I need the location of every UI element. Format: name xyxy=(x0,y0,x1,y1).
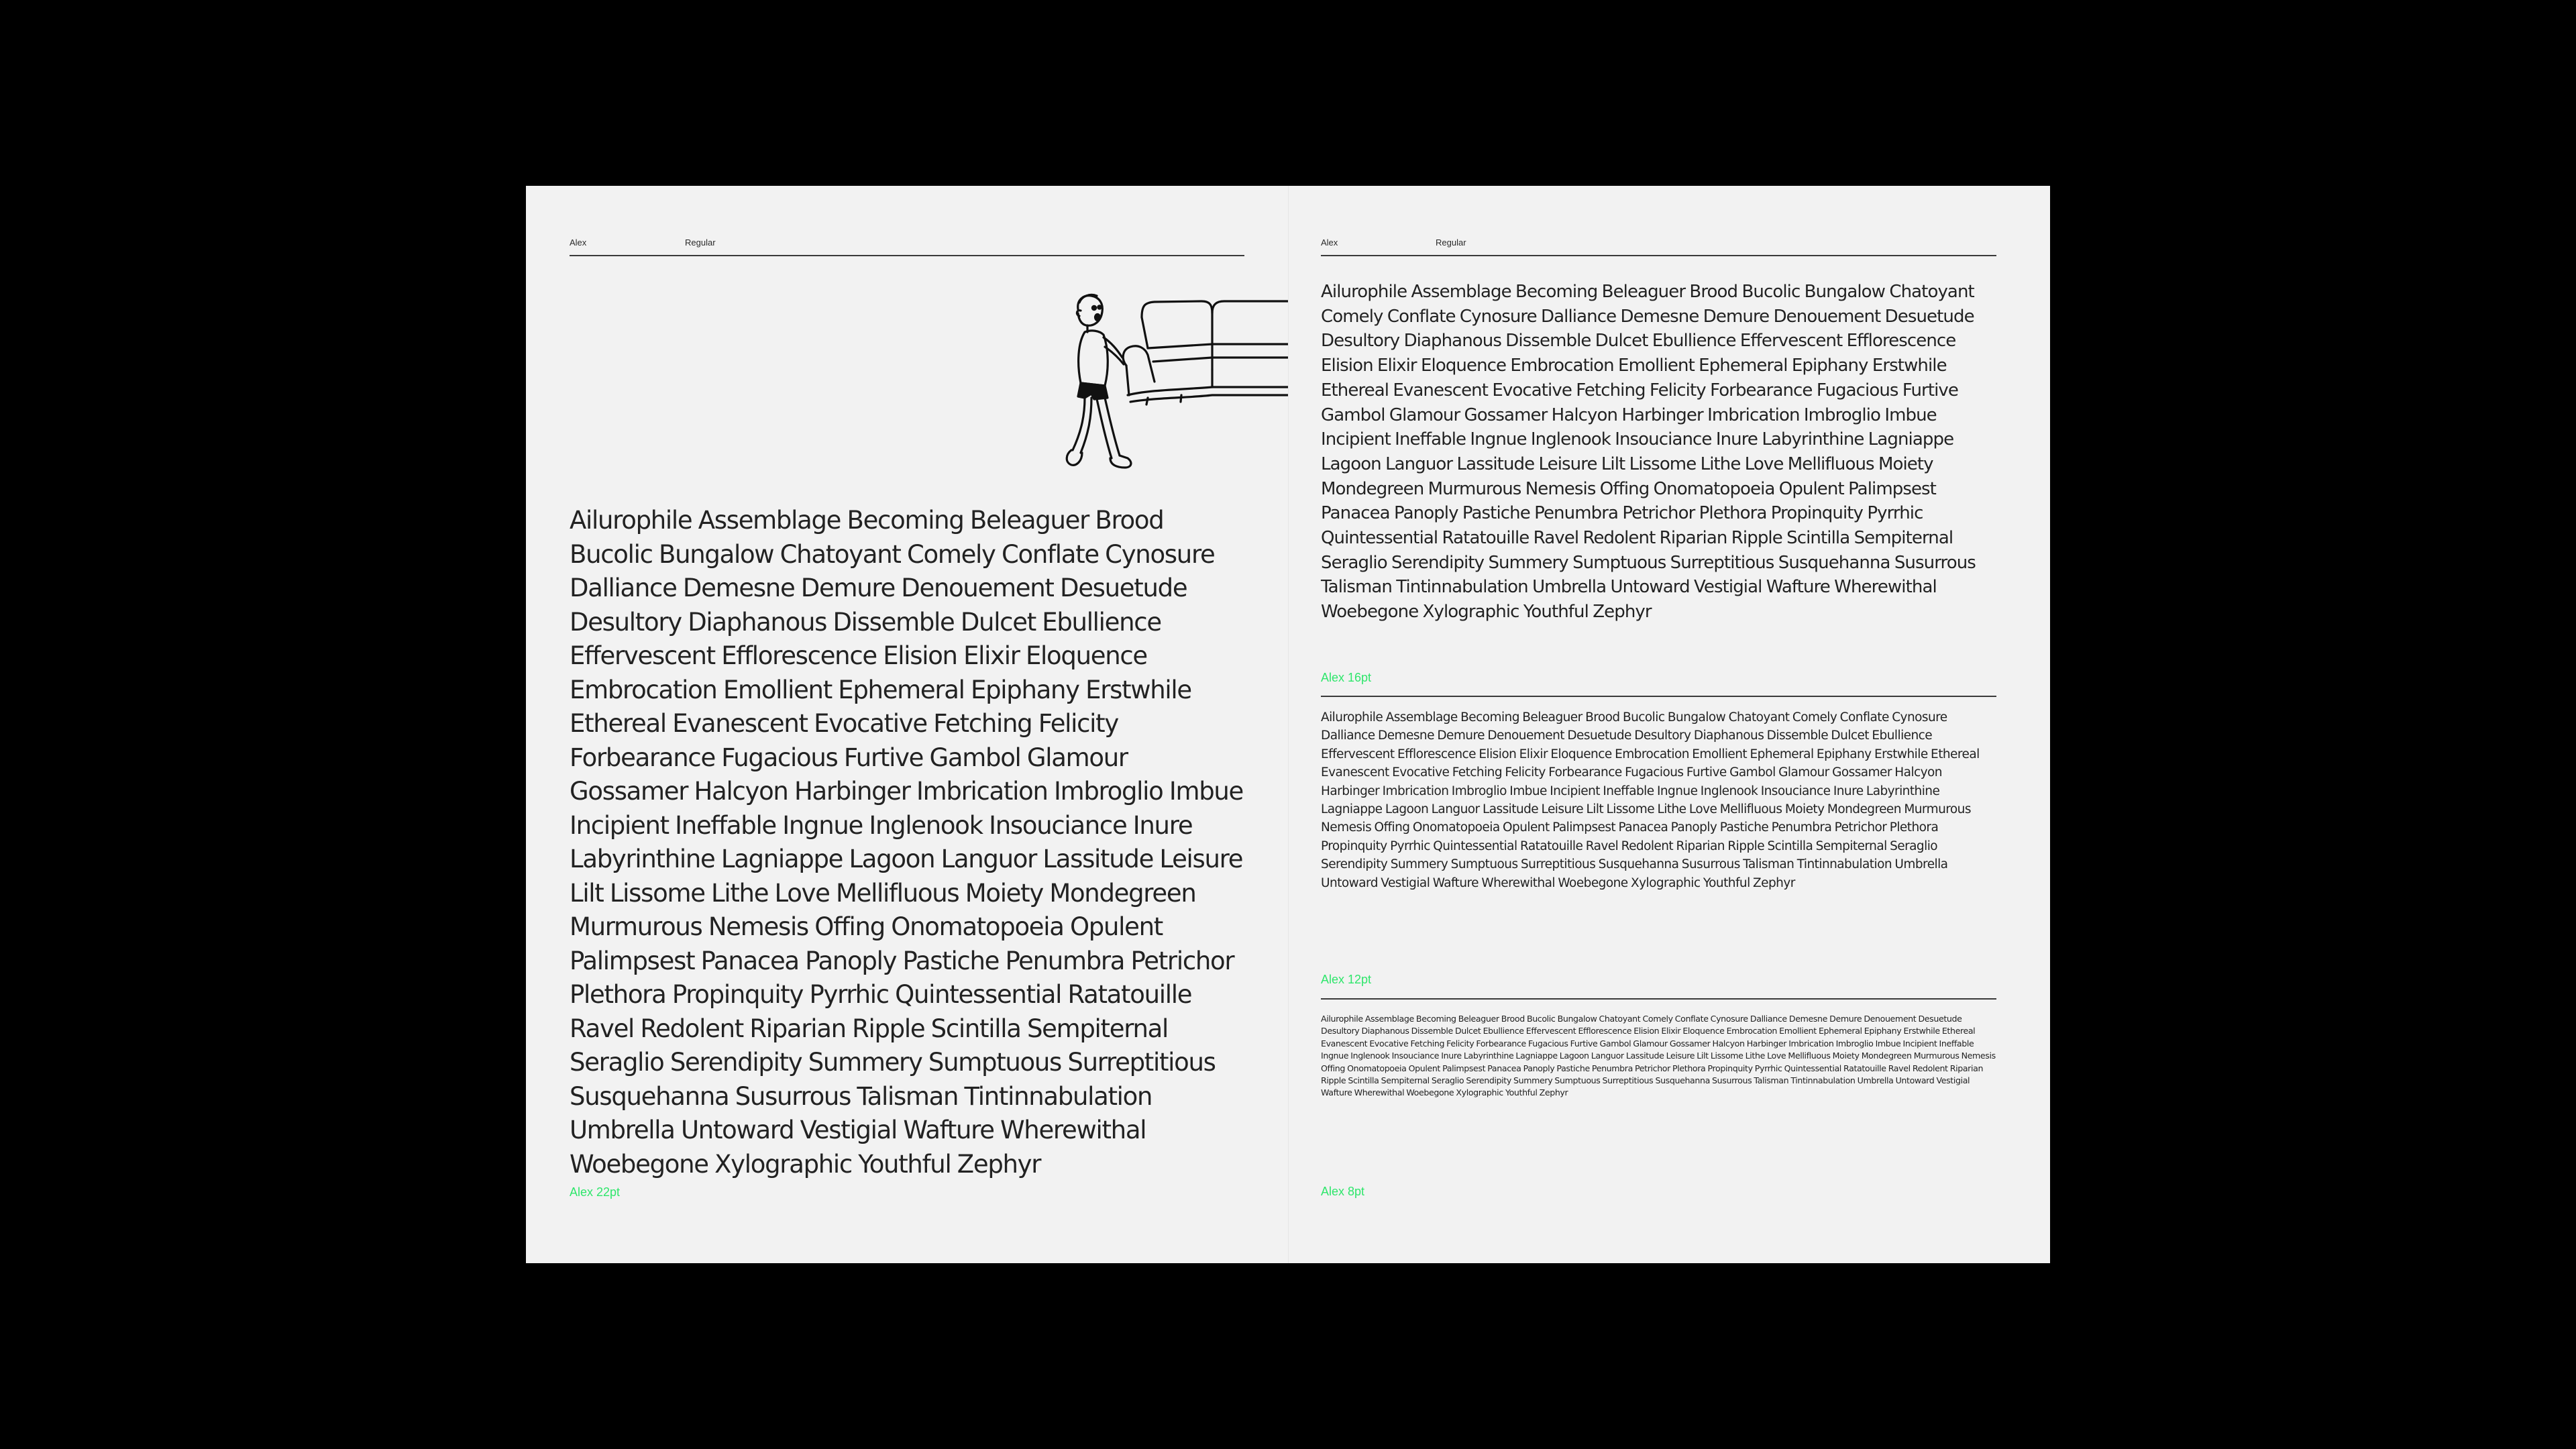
caption-22pt: Alex 22pt xyxy=(570,1185,621,1199)
left-page-header xyxy=(570,232,1244,256)
header-font-name: Alex xyxy=(570,237,587,248)
divider-rule xyxy=(1321,696,1996,697)
right-page xyxy=(1288,186,2050,1263)
sample-text-22pt: Ailurophile Assemblage Becoming Beleaguer Brood Bucolic Bungalow Chatoyant Comely Conflate Cynosure Dalliance Demesne Demure Denouement Desuetude Desultory Diaphanous Dissemble Dulcet Ebullience Effervescent Efflorescence Elision Elixir Eloquence Embrocation Emollient Ephemeral Epiphany Erstwhile Ethereal Evanescent Evocative Fetching Felicity Forbearance Fugacious Furtive Gambol Glamour Gossamer Halcyon Harbinger Imbrication Imbroglio Imbue Incipient Ineffable Ingnue Inglenook Insouciance Inure Labyrinthine Lagniappe Lagoon Languor Lassitude Leisure Lilt Lissome Lithe Love Mellifluous Moiety Mondegreen Murmurous Nemesis Offing Onomatopoeia Opulent Palimpsest Panacea Panoply Pastiche Penumbra Petrichor Plethora Propinquity Pyrrhic Quintessential Ratatouille Ravel Redolent Riparian Ripple Scintilla Sempiternal Seraglio Serendipity Summery Sumptuous Surreptitious Susquehanna Susurrous Talisman Tintinnabulation Umbrella Untoward Vestigial Wafture Wherewithal Woebegone Xylographic Youthful Zephyr xyxy=(570,506,1244,1179)
right-page-header xyxy=(1321,232,1996,256)
header-font-name: Alex xyxy=(1321,237,1338,248)
sample-text-12pt: Ailurophile Assemblage Becoming Beleaguer Brood Bucolic Bungalow Chatoyant Comely Conflate Cynosure Dalliance Demesne Demure Denouement Desuetude Desultory Diaphanous Dissemble Dulcet Ebullience Effervescent Efflorescence Elision Elixir Eloquence Embrocation Emollient Ephemeral Epiphany Erstwhile Ethereal Evanescent Evocative Fetching Felicity Forbearance Fugacious Furtive Gambol Glamour Gossamer Halcyon Harbinger Imbrication Imbroglio Imbue Incipient Ineffable Ingnue Inglenook Insouciance Inure Labyrinthine Lagniappe Lagoon Languor Lassitude Leisure Lilt Lissome Lithe Love Mellifluous Moiety Mondegreen Murmurous Nemesis Offing Onomatopoeia Opulent Palimpsest Panacea Panoply Pastiche Penumbra Petrichor Plethora Propinquity Pyrrhic Quintessential Ratatouille Ravel Redolent Riparian Ripple Scintilla Sempiternal Seraglio Serendipity Summery Sumptuous Surreptitious Susquehanna Susurrous Talisman Tintinnabulation Umbrella Untoward Vestigial Wafture Wherewithal Woebegone Xylographic Youthful Zephyr xyxy=(1321,710,1980,890)
specimen-spread xyxy=(526,186,2050,1263)
sample-text-8pt: Ailurophile Assemblage Becoming Beleaguer Brood Bucolic Bungalow Chatoyant Comely Conflate Cynosure Dalliance Demesne Demure Denouement Desuetude Desultory Diaphanous Dissemble Dulcet Ebullience Effervescent Efflorescence Elision Elixir Eloquence Embrocation Emollient Ephemeral Epiphany Erstwhile Ethereal Evanescent Evocative Fetching Felicity Forbearance Fugacious Furtive Gambol Glamour Gossamer Halcyon Harbinger Imbrication Imbroglio Imbue Incipient Ineffable Ingnue Inglenook Insouciance Inure Labyrinthine Lagniappe Lagoon Languor Lassitude Leisure Lilt Lissome Lithe Love Mellifluous Moiety Mondegreen Murmurous Nemesis Offing Onomatopoeia Opulent Palimpsest Panacea Panoply Pastiche Penumbra Petrichor Plethora Propinquity Pyrrhic Quintessential Ratatouille Ravel Redolent Riparian Ripple Scintilla Sempiternal Seraglio Serendipity Summery Sumptuous Surreptitious Susquehanna Susurrous Talisman Tintinnabulation Umbrella Untoward Vestigial Wafture Wherewithal Woebegone Xylographic Youthful Zephyr xyxy=(1321,1014,1996,1098)
caption-8pt: Alex 8pt xyxy=(1321,1185,1365,1198)
caption-16pt: Alex 16pt xyxy=(1321,671,1372,684)
divider-rule xyxy=(1321,998,1996,1000)
header-font-style: Regular xyxy=(685,237,716,248)
left-page xyxy=(526,186,1288,1263)
caption-12pt: Alex 12pt xyxy=(1321,973,1372,986)
sample-text-16pt: Ailurophile Assemblage Becoming Beleaguer Brood Bucolic Bungalow Chatoyant Comely Conflate Cynosure Dalliance Demesne Demure Denouement Desuetude Desultory Diaphanous Dissemble Dulcet Ebullience Effervescent Efflorescence Elision Elixir Eloquence Embrocation Emollient Ephemeral Epiphany Erstwhile Ethereal Evanescent Evocative Fetching Felicity Forbearance Fugacious Furtive Gambol Glamour Gossamer Halcyon Harbinger Imbrication Imbroglio Imbue Incipient Ineffable Ingnue Inglenook Insouciance Inure Labyrinthine Lagniappe Lagoon Languor Lassitude Leisure Lilt Lissome Lithe Love Mellifluous Moiety Mondegreen Murmurous Nemesis Offing Onomatopoeia Opulent Palimpsest Panacea Panoply Pastiche Penumbra Petrichor Plethora Propinquity Pyrrhic Quintessential Ratatouille Ravel Redolent Riparian Ripple Scintilla Sempiternal Seraglio Serendipity Summery Sumptuous Surreptitious Susquehanna Susurrous Talisman Tintinnabulation Umbrella Untoward Vestigial Wafture Wherewithal Woebegone Xylographic Youthful Zephyr xyxy=(1321,282,1976,623)
header-font-style: Regular xyxy=(1436,237,1466,248)
person-carrying-sofa-illustration xyxy=(1047,282,1288,484)
